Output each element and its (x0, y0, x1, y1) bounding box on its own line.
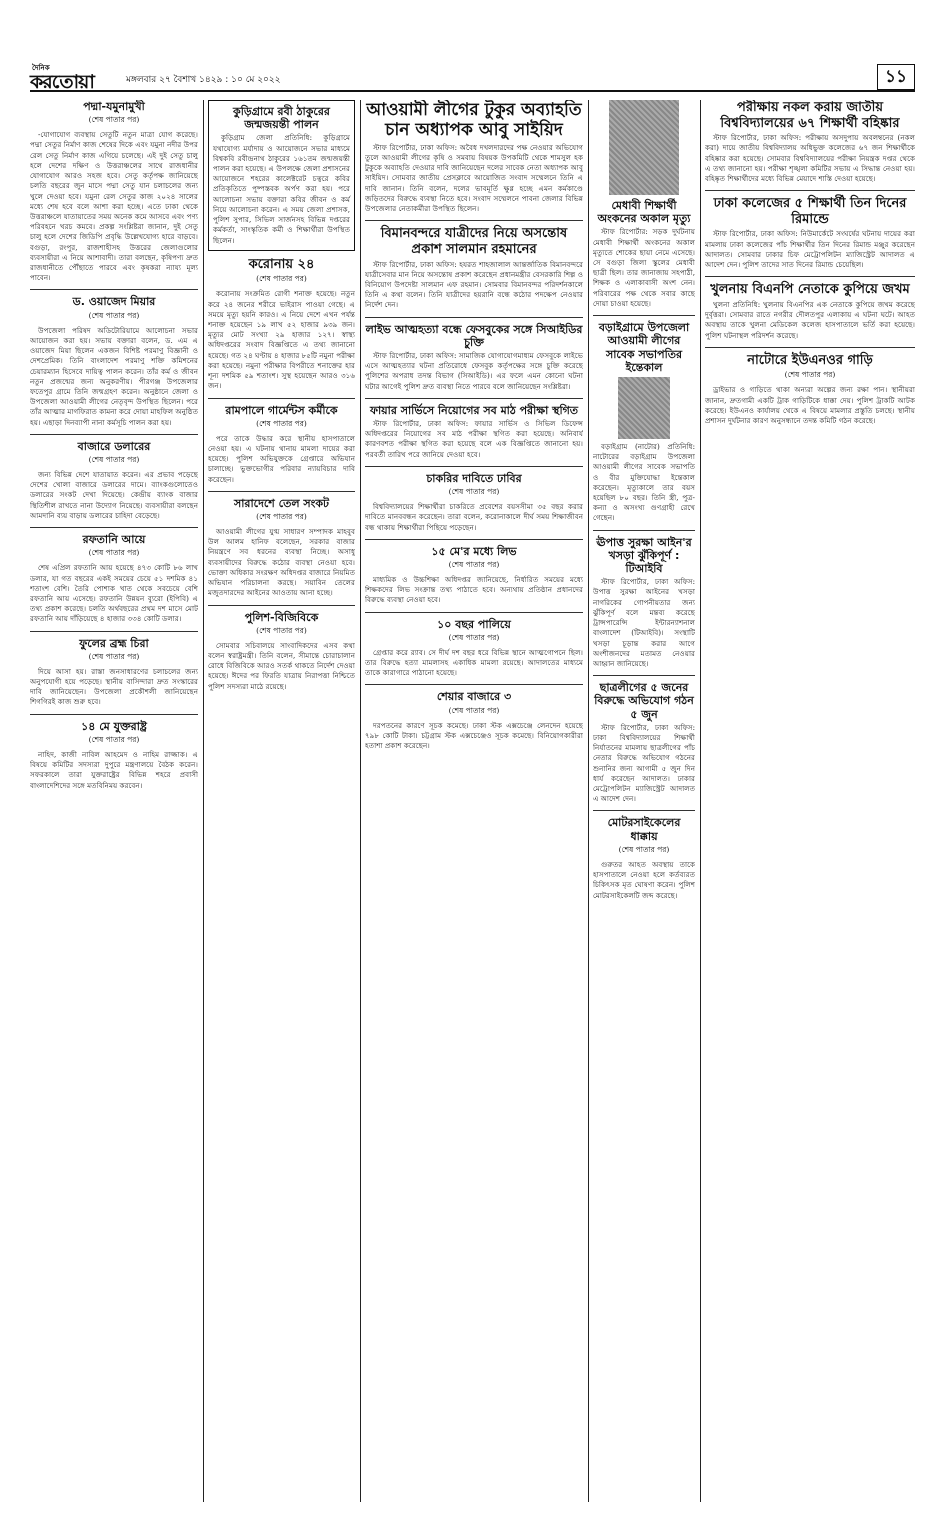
article-body: স্টাফ রিপোর্টার, ঢাকা অফিস: ঢাকা বিশ্ববিদ্যালয়ের শিক্ষার্থী নির্যাতনের মামলায় ছাত্রলীগের পাঁচ নেতার বিরুদ্ধে অভিযোগ গঠনের শুনানির জন্য আগামী ৫ জুন দিন ধার্য করেছেন আদালত। ঢাকার মেট্রোপলিটন ম্যাজিস্ট্রেট আদালত এ আদেশ দেন। (593, 722, 695, 804)
article-body: -যোগাযোগ ব্যবস্থায় সেতুটি নতুন মাত্রা যোগ করেছে। পদ্মা সেতুর নির্মাণ কাজ শেষের দিকে এবং যমুনা নদীর উপর রেল সেতু নির্মাণ কাজ এগিয়ে চলেছে। এই দুই সেতু চালু হলে দেশের দক্ষিণ ও উত্তরাঞ্চলের সাথে রাজধানীর যোগাযোগ আরও সহজ হবে। সেতু কর্তৃপক্ষ জানিয়েছে চলতি বছরের জুন মাসে পদ্মা সেতু যান চলাচলের জন্য খুলে দেওয়া হবে। যমুনা রেল সেতুর কাজ ২০২৪ সালের মধ্যে শেষ হবে বলে আশা করা হচ্ছে। এতে ঢাকা থেকে উত্তরাঞ্চলে যাতায়াতের সময় অনেক কমে আসবে এবং পণ্য পরিবহনে খরচ কমবে। প্রকল্প সংশ্লিষ্টরা জানান, দুই সেতু চালু হলে দেশের জিডিপি প্রবৃদ্ধি উল্লেখযোগ্য হারে বাড়বে। বগুড়া, রংপুর, রাজশাহীসহ উত্তরের জেলাগুলোর ব্যবসায়ীরা এ নিয়ে আশাবাদী। তারা বলছেন, কৃষিপণ্য দ্রুত রাজধানীতে পৌঁছাতে পারবে এবং কৃষকরা ন্যায্য মূল্য পাবেন। (30, 130, 198, 283)
story-baraigram (593, 321, 695, 524)
story-police (208, 611, 355, 692)
headline: পরীক্ষায় নকল করায় জাতীয় বিশ্ববিদ্যালয়ের ৬৭ শিক্ষার্থী বহিষ্কার (720, 100, 900, 131)
article-body: মাধ্যমিক ও উচ্চশিক্ষা অধিদপ্তর জানিয়েছে, নির্ধারিত সময়ের মধ্যে শিক্ষকদের লিভ সংক্রান্ত তথ্য পাঠাতে হবে। অন্যথায় প্রতিষ্ঠান প্রধানদের বিরুদ্ধে ব্যবস্থা নেওয়া হবে। (365, 574, 583, 605)
article-body: দিয়ে আসা হয়। রাস্তা জনসাধারণের চলাচলের জন্য অনুপযোগী হয়ে পড়েছে। স্থানীয় বাসিন্দারা দ্রুত সংস্কারের দাবি জানিয়েছেন। উপজেলা প্রকৌশলী জানিয়েছেন শিগগিরই কাজ শুরু হবে। (30, 666, 198, 707)
headline: খুলনায় বিএনপি নেতাকে কুপিয়ে জখম (710, 282, 910, 298)
story-padma (30, 100, 198, 283)
article-body: শেষ এপ্রিল রফতানি আয় হয়েছে ৪৭৩ কোটি ৮৬ লাখ ডলার, যা গত বছরের একই সময়ের চেয়ে ৫১ দশমিক ৪১ শতাংশ বেশি। তৈরি পোশাক খাত থেকে সবচেয়ে বেশি রফতানি আয় এসেছে। রফতানি উন্নয়ন ব্যুরো (ইপিবি) এ তথ্য প্রকাশ করেছে। চলতি অর্থবছরের প্রথম দশ মাসে মোট রফতানি আয় দাঁড়িয়েছে ৪ হাজার ৩৩৪ কোটি ডলার। (30, 563, 198, 624)
student-photo (609, 100, 679, 195)
story-wazed (30, 295, 198, 427)
logo-small-text: দৈনিক (32, 64, 50, 72)
article-body: স্টাফ রিপোর্টার, ঢাকা অফিস: ফায়ার সার্ভিস ও সিভিল ডিফেন্স অধিদপ্তরের নিয়োগের সব মাঠ পরীক্ষা স্থগিত করা হয়েছে। অনিবার্য কারণবশত পরীক্ষা স্থগিত করা হয়েছে বলে এক বিজ্ঞপ্তিতে জানানো হয়। পরবর্তী তারিখ পরে জানিয়ে দেওয়া হবে। (365, 419, 583, 459)
headline: ছাত্রলীগের ৫ জনের বিরুদ্ধে অভিযোগ গঠন ৫ জুন (594, 681, 694, 721)
obituary-photo (618, 377, 670, 439)
article-body: পরে তাকে উদ্ধার করে স্থানীয় হাসপাতালে নেওয়া হয়। এ ঘটনায় থানায় মামলা দায়ের করা হয়েছে। পুলিশ অভিযুক্তকে গ্রেপ্তারে অভিযান চালাচ্ছে। ভুক্তভোগীর পরিবার ন্যায়বিচার দাবি করেছেন। (208, 433, 355, 484)
column-2 (208, 100, 355, 1502)
column-rule (588, 100, 589, 1502)
article-body: জন্য বিভিন্ন দেশে যাতায়াত করেন। এর প্রভাব পড়েছে দেশের খোলা বাজারে ডলারের দামে। ব্যাংকগুলোতেও ডলারের সংকট দেখা দিয়েছে। কেন্দ্রীয় ব্যাংক বাজার স্থিতিশীল রাখতে নানা উদ্যোগ নিয়েছে। ব্যবসায়ীরা বলছেন আমদানি ব্যয় বাড়ায় ডলারের চাহিদা বেড়েছে। (30, 470, 198, 520)
column-rule (700, 100, 701, 1502)
article-body: খুলনা প্রতিনিধি: খুলনায় বিএনপির এক নেতাকে কুপিয়ে জখম করেছে দুর্বৃত্তরা। সোমবার রাতে নগরীর দৌলতপুর এলাকায় এ ঘটনা ঘটে। আহত অবস্থায় তাকে খুলনা মেডিকেল কলেজ হাসপাতালে ভর্তি করা হয়েছে। পুলিশ ঘটনাস্থল পরিদর্শন করেছে। (705, 299, 915, 340)
article-body: বড়াইগ্রাম (নাটোর) প্রতিনিধি: নাটোরের বড়াইগ্রাম উপজেলা আওয়ামী লীগের সাবেক সভাপতি ও বীর মুক্তিযোদ্ধা ইন্তেকাল করেছেন। মৃত্যুকালে তার বয়স হয়েছিল ৮০ বছর। তিনি স্ত্রী, পুত্র-কন্যা ও অসংখ্য গুণগ্রাহী রেখে গেছেন। (593, 441, 695, 523)
story-usa (30, 720, 198, 791)
headline: মোটরসাইকেলের ধাক্কায় (607, 816, 681, 843)
article-body: স্টাফ রিপোর্টার, ঢাকা অফিস: নিউমার্কেটে সংঘর্ষের ঘটনায় দায়ের করা মামলায় ঢাকা কলেজের পাঁচ শিক্ষার্থীর তিন দিনের রিমান্ড মঞ্জুর করেছেন আদালত। সোমবার ঢাকার চিফ মেট্রোপলিটন ম্যাজিস্ট্রেট আদালত এ আদেশ দেন। পুলিশ তাদের সাত দিনের রিমান্ড চেয়েছিল। (705, 229, 915, 270)
headline: বাজারে ডলারের (77, 439, 151, 453)
headline: চাকরির দাবিতে ঢাবির (426, 471, 522, 485)
headline: নাটোরে ইউএনওর গাড়ি (747, 352, 873, 368)
story-facebook (365, 323, 583, 392)
headline: ১৪ মে যুক্তরাষ্ট্র (81, 719, 147, 733)
story-fire-service (365, 404, 583, 460)
column-5 (705, 100, 915, 1502)
article-body: স্টাফ রিপোর্টার, ঢাকা অফিস: উপাত্ত সুরক্ষা আইনের খসড়া নাগরিকের গোপনীয়তার জন্য ঝুঁকিপূর্ণ বলে মন্তব্য করেছে ট্রান্সপারেন্সি ইন্টারন্যাশনাল বাংলাদেশ (টিআইবি)। সংস্থাটি খসড়া চূড়ান্ত করার আগে অংশীজনদের মতামত নেওয়ার আহ্বান জানিয়েছে। (593, 577, 695, 668)
article-body: গ্রেপ্তার করে র‌্যাব। সে দীর্ঘ দশ বছর ধরে বিভিন্ন স্থানে আত্মগোপনে ছিল। তার বিরুদ্ধে হত্যা মামলাসহ একাধিক মামলা রয়েছে। আদালতের মাধ্যমে তাকে কারাগারে পাঠানো হয়েছে। (365, 647, 583, 678)
newspaper-logo (30, 62, 118, 93)
continued-note: (শেষ পাতার পর) (256, 512, 307, 522)
story-natore (705, 353, 915, 426)
continued-note: (শেষ পাতার পর) (448, 559, 500, 569)
headline: পুলিশ-বিজিবিকে (244, 610, 319, 624)
article-body: স্টাফ রিপোর্টার: সড়ক দুর্ঘটনায় মেধাবী শিক্ষার্থী অংকনের অকাল মৃত্যুতে শোকের ছায়া নেমে এসেছে। সে বগুড়া জিলা স্কুলের মেধাবী ছাত্রী ছিল। তার জানাজায় সহপাঠী, শিক্ষক ও এলাকাবাসী অংশ নেন। পরিবারের পক্ষ থেকে সবার কাছে দোয়া চাওয়া হয়েছে। (593, 227, 695, 308)
story-khulna (705, 282, 915, 340)
continued-note: (শেষ পাতার পর) (88, 651, 140, 661)
continued-note: (শেষ পাতার পর) (88, 310, 140, 320)
article-body: ড্রাইভার ও গাড়িতে থাকা অন্যরা অল্পের জন্য রক্ষা পান। স্থানীয়রা জানান, দ্রুতগামী একটি ট্রাক গাড়িটিকে ধাক্কা দেয়। পুলিশ ট্রাকটি আটক করেছে। ইউএনও কার্যালয় থেকে এ বিষয়ে মামলার প্রস্তুতি চলছে। স্থানীয় প্রশাসন দুর্ঘটনার কারণ অনুসন্ধানে তদন্ত কমিটি গঠন করেছে। (705, 385, 915, 426)
story-airport (365, 226, 583, 310)
continued-note: (শেষ পাতার পর) (256, 625, 307, 635)
headline: বড়াইগ্রামে উপজেলা আওয়ামী লীগের সাবেক সভাপতির ইন্তেকাল (598, 321, 690, 374)
story-tuku (365, 100, 583, 214)
continued-note: (শেষ পাতার পর) (88, 548, 140, 558)
story-flower (30, 637, 198, 708)
article-body: দরপতনের কারণে সূচক কমেছে। ঢাকা স্টক এক্সচেঞ্জে লেনদেন হয়েছে ৭৯৮ কোটি টাকা। চট্টগ্রাম স্টক এক্সচেঞ্জেও সূচক কমেছে। বিনিয়োগকারীরা হতাশা প্রকাশ করেছেন। (365, 720, 583, 751)
story-dollar (30, 440, 198, 521)
continued-note: (শেষ পাতার পর) (448, 632, 500, 642)
story-tib (593, 536, 695, 670)
headline: ১৫ মে'র মধ্যে লিভ (431, 544, 517, 558)
column-rule (203, 100, 204, 1502)
headline: করোনায় ২৪ (248, 256, 315, 272)
article-body: আওয়ামী লীগের যুগ্ম সাধারণ সম্পাদক মাহবুব উল আলম হানিফ বলেছেন, সরকার বাজার নিয়ন্ত্রণে সব ধরনের ব্যবস্থা নিচ্ছে। অসাধু ব্যবসায়ীদের বিরুদ্ধে কঠোর ব্যবস্থা নেওয়া হবে। ভোক্তা অধিকার সংরক্ষণ অধিদপ্তর বাজারে নিয়মিত অভিযান পরিচালনা করছে। সয়াবিন তেলের মজুতদারদের আইনের আওতায় আনা হচ্ছে। (208, 527, 355, 598)
article-body: স্টাফ রিপোর্টার, ঢাকা অফিস: অবৈধ দখলদারদের পক্ষ নেওয়ার অভিযোগ তুলে আওয়ামী লীগের কৃষি ও সমবায় বিষয়ক উপকমিটি থেকে শামসুল হক টুকুকে অব্যাহতি দেওয়ার দাবি জানিয়েছেন দলের সাবেক নেতা অধ্যাপক আবু সাইয়িদ। সোমবার জাতীয় প্রেসক্লাবে আয়োজিত সংবাদ সম্মেলনে তিনি এ দাবি জানান। তিনি বলেন, দলের ভাবমূর্তি ক্ষুণ্ণ হচ্ছে এমন কর্মকাণ্ডে জড়িতদের বিরুদ্ধে ব্যবস্থা নিতে হবে। সংবাদ সম্মেলনে পাবনা জেলার বিভিন্ন উপজেলার নেতাকর্মীরা উপস্থিত ছিলেন। (365, 142, 583, 214)
continued-note: (শেষ পাতার পর) (618, 844, 670, 854)
article-body: কুড়িগ্রাম জেলা প্রতিনিধি: কুড়িগ্রামে যথাযোগ্য মর্যাদায় ও আয়োজনে সভার মাধ্যমে বিশ্বকবি রবীন্দ্রনাথ ঠাকুরের ১৬১তম জন্মজয়ন্তী পালন করা হয়েছে। এ উপলক্ষে জেলা প্রশাসনের আয়োজনে শহরের কালেক্টরেট চত্বরে কবির প্রতিকৃতিতে পুষ্পস্তবক অর্পণ করা হয়। পরে আলোচনা সভায় বক্তারা কবির জীবন ও কর্ম নিয়ে আলোচনা করেন। এ সময় জেলা প্রশাসক, পুলিশ সুপার, সিভিল সার্জনসহ বিভিন্ন দপ্তরের কর্মকর্তা, সাংস্কৃতিক কর্মী ও শিক্ষার্থীরা উপস্থিত ছিলেন। (213, 133, 350, 245)
continued-note: (শেষ পাতার পর) (256, 274, 307, 284)
continued-note: (শেষ পাতার পর) (88, 734, 140, 744)
continued-note: (শেষ পাতার পর) (448, 705, 500, 715)
article-body: গুরুতর আহত অবস্থায় তাকে হাসপাতালে নেওয়া হলে কর্তব্যরত চিকিৎসক মৃত ঘোষণা করেন। পুলিশ মোটরসাইকেলটি জব্দ করেছে। (593, 859, 695, 900)
headline: রামপালে গার্মেন্টস কর্মীকে (225, 403, 338, 417)
story-export (30, 533, 198, 625)
dateline: মঙ্গলবার ২৭ বৈশাখ ১৪২৯ : ১০ মে ২০২২ (126, 75, 281, 85)
headline: কুড়িগ্রামে রবী ঠাকুরের জন্মজয়ন্তী পালন (233, 105, 330, 132)
headline: রফতানি আয়ে (82, 533, 146, 547)
page-number: ১১ (877, 64, 915, 90)
headline: ঊপাত্ত সুরক্ষা আইন'র খসড়া ঝুঁকিপূর্ণ : টিআইবি (596, 535, 692, 575)
headline: ড. ওয়াজেদ মিয়ার (72, 295, 156, 309)
story-corona (208, 257, 355, 392)
story-may15 (365, 545, 583, 606)
story-rabindranath (208, 100, 355, 251)
continued-note: (শেষ পাতার পর) (448, 487, 500, 497)
headline: পদ্মা-যমুনামুখী (83, 100, 145, 113)
story-chhatraleague (593, 681, 695, 804)
story-fugitive (365, 618, 583, 679)
column-rule (360, 100, 361, 1502)
column-3 (365, 100, 583, 1502)
column-1 (30, 100, 198, 1502)
article-body: উপজেলা পরিষদ অডিটোরিয়ামে আলোচনা সভার আয়োজন করা হয়। সভায় বক্তারা বলেন, ড. এম এ ওয়াজেদ মিয়া ছিলেন একজন বিশিষ্ট পরমাণু বিজ্ঞানী ও দেশপ্রেমিক। তিনি বাংলাদেশ পরমাণু শক্তি কমিশনের চেয়ারম্যান হিসেবে দায়িত্ব পালন করেন। তাঁর কর্ম ও জীবন নতুন প্রজন্মের জন্য অনুকরণীয়। পীরগঞ্জ উপজেলার ফতেপুর গ্রামে তিনি জন্মগ্রহণ করেন। অনুষ্ঠানে জেলা ও উপজেলা আওয়ামী লীগের নেতৃবৃন্দ উপস্থিত ছিলেন। পরে তাঁর আত্মার মাগফিরাত কামনা করে দোয়া মাহফিল অনুষ্ঠিত হয়। এছাড়া দিনব্যাপী নানা কর্মসূচি পালন করা হয়। (30, 325, 198, 427)
story-share-market (365, 690, 583, 751)
story-oil (208, 497, 355, 599)
column-4 (593, 100, 695, 1502)
headline: ১০ বছর পালিয়ে (437, 617, 511, 631)
article-body: সোমবার সচিবালয়ে সাংবাদিকদের এসব কথা বলেন স্বরাষ্ট্রমন্ত্রী। তিনি বলেন, সীমান্তে চোরাচালান রোধে বিজিবিকে আরও সতর্ক থাকতে নির্দেশ দেওয়া হয়েছে। ঈদের পর ফিরতি যাত্রায় নিরাপত্তা নিশ্চিতে পুলিশ সদস্যরা মাঠে রয়েছে। (208, 640, 355, 691)
story-ankon (593, 199, 695, 309)
article-body: স্টাফ রিপোর্টার, ঢাকা অফিস: সামাজিক যোগাযোগমাধ্যম ফেসবুকে লাইভে এসে আত্মহত্যার ঘটনা প্রতিরোধে ফেসবুক কর্তৃপক্ষের সঙ্গে চুক্তি করেছে পুলিশের অপরাধ তদন্ত বিভাগ (সিআইডি)। এর ফলে এমন কোনো ঘটনা ঘটার আগেই পুলিশ দ্রুত ব্যবস্থা নিতে পারবে বলে জানিয়েছেন সংশ্লিষ্টরা। (365, 350, 583, 391)
headline: শেয়ার বাজারে ৩ (436, 690, 512, 704)
headline: ফায়ার সার্ভিসে নিয়োগের সব মাঠ পরীক্ষা স্থগিত (369, 403, 579, 417)
headline: আওয়ামী লীগের টুকুর অব্যাহতি চান অধ্যাপক আবু সাইয়িদ (366, 100, 582, 141)
logo-main-text: করতোয়া (30, 71, 94, 93)
headline: ঢাকা কলেজের ৫ শিক্ষার্থী তিন দিনের রিমান্ডে (713, 196, 907, 227)
headline: লাইভ আত্মহত্যা বন্ধে ফেসবুকের সঙ্গে সিআইডির চুক্তি (365, 322, 583, 349)
story-rampal (208, 404, 355, 485)
headline: ফুলের ব্রহ্ম চিরা (79, 636, 149, 650)
article-body: স্টাফ রিপোর্টার, ঢাকা অফিস: হযরত শাহজালাল আন্তর্জাতিক বিমানবন্দরে যাত্রীসেবার মান নিয়ে অসন্তোষ প্রকাশ করেছেন প্রধানমন্ত্রীর বেসরকারি শিল্প ও বিনিয়োগ উপদেষ্টা সালমান এফ রহমান। সোমবার বিমানবন্দর পরিদর্শনকালে তিনি এ কথা বলেন। তিনি যাত্রীদের হয়রানি বন্ধে কঠোর পদক্ষেপ নেওয়ার নির্দেশ দেন। (365, 259, 583, 310)
masthead (30, 62, 915, 92)
headline: সারাদেশে তেল সংকট (233, 496, 330, 510)
headline: বিমানবন্দরে যাত্রীদের নিয়ে অসন্তোষ প্রকাশ সালমান রহমানের (380, 226, 568, 257)
continued-note: (শেষ পাতার পর) (784, 370, 836, 380)
story-motorcycle (593, 816, 695, 900)
continued-note: (শেষ পাতার পর) (256, 418, 307, 428)
article-body: বিশ্ববিদ্যালয়ের শিক্ষার্থীরা চাকরিতে প্রবেশের বয়সসীমা ৩৫ বছর করার দাবিতে মানববন্ধন করেছেন। তারা বলেন, করোনাকালে দীর্ঘ সময় শিক্ষাজীবন বন্ধ থাকায় শিক্ষার্থীরা পিছিয়ে পড়েছেন। (365, 502, 583, 532)
story-national-university (705, 100, 915, 184)
story-dhaka-college (705, 196, 915, 270)
headline: মেধাবী শিক্ষার্থী অংকনের অকাল মৃত্যু (597, 199, 691, 226)
story-du-jobs (365, 472, 583, 533)
article-body: নাহিদ, কাজী নাবিল আহমেদ ও নাহিম রাজ্জাক। এ বিষয়ে কমিটির সদস্যরা দুপুরে মন্ত্রণালয়ে বৈঠক করেন। সফরকালে তারা যুক্তরাষ্ট্রের বিভিন্ন শহরে প্রবাসী বাংলাদেশিদের সঙ্গে মতবিনিময় করবেন। (30, 749, 198, 790)
article-body: স্টাফ রিপোর্টার, ঢাকা অফিস: পরীক্ষায় অসদুপায় অবলম্বনের (নকল করা) দায়ে জাতীয় বিশ্ববিদ্যালয় অধিভুক্ত কলেজের ৬৭ জন শিক্ষার্থীকে বহিষ্কার করা হয়েছে। সোমবার বিশ্ববিদ্যালয়ের পরীক্ষা নিয়ন্ত্রক দপ্তর থেকে এ তথ্য জানানো হয়। পরীক্ষা শৃঙ্খলা কমিটির সভায় এ সিদ্ধান্ত নেওয়া হয়। বহিষ্কৃত শিক্ষার্থীদের মধ্যে বিভিন্ন মেয়াদে শাস্তি দেওয়া হয়েছে। (705, 133, 915, 184)
continued-note: (শেষ পাতার পর) (88, 455, 140, 465)
article-body: করোনায় সংক্রমিত রোগী শনাক্ত হয়েছে। নতুন করে ২৪ জনের শরীরে ভাইরাস পাওয়া গেছে। এ সময়ে মৃত্যু হয়নি কারও। এ নিয়ে দেশে এখন পর্যন্ত শনাক্ত হয়েছেন ১৯ লাখ ৫২ হাজার ৯৩৯ জন। মৃত্যুর মোট সংখ্যা ২৯ হাজার ১২৭। স্বাস্থ্য অধিদপ্তরের সংবাদ বিজ্ঞপ্তিতে এ তথ্য জানানো হয়েছে। গত ২৪ ঘণ্টায় ৪ হাজার ৮৫টি নমুনা পরীক্ষা করা হয়েছে। নমুনা পরীক্ষার বিপরীতে শনাক্তের হার শূন্য দশমিক ৫৯ শতাংশ। সুস্থ হয়েছেন আরও ৩১৬ জন। (208, 289, 355, 391)
continued-note: (শেষ পাতার পর) (88, 115, 140, 125)
